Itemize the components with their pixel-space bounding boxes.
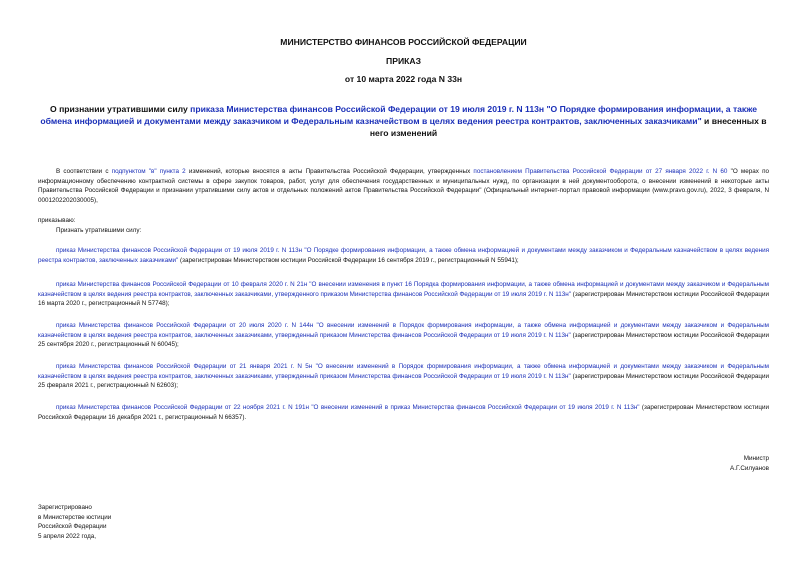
registration-line: Российской Федерации — [38, 523, 107, 531]
ministry-heading: МИНИСТЕРСТВО ФИНАНСОВ РОССИЙСКОЙ ФЕДЕРАЦИИ — [280, 37, 527, 47]
list-item — [38, 321, 769, 350]
registration-block — [38, 503, 111, 541]
item-text: (зарегистрирован Министерством юстиции Российской Федерации 16 сентября 2019 г., регистрационный N 55941); — [178, 256, 519, 264]
doc-type-heading: ПРИКАЗ — [386, 56, 421, 66]
list-item — [38, 403, 769, 422]
list-item — [38, 362, 769, 391]
item-link[interactable]: приказ Министерства финансов Российской Федерации от 20 июля 2020 г. N 144н "О внесении изменений в Порядок формирования информации, а также обмена информацией и документами между заказчиком и Федеральным казначейством в целях ведения реестра контрактов, заключенных заказчиками, утвержденный приказом Министерства финансов Российской Федерации от 19 июля 2019 г. N 113н" — [38, 322, 769, 339]
item-link[interactable]: приказ Министерства финансов Российской Федерации от 10 февраля 2020 г. N 21н "О внесении изменения в пункт 16 Порядка формирования информации, а также обмена информацией и документами между заказчиком и Федеральным казначейством в целях ведения реестра контрактов, заключенных заказчиками, утвержденного приказом Министерства финансов Российской Федерации от 19 июля 2019 г. N 113н" — [38, 281, 769, 298]
item-link[interactable]: приказ Министерства финансов Российской Федерации от 19 июля 2019 г. N 113н "О Порядке формирования информации, а также обмена информацией и документами между заказчиком и Федеральным казначейством в целях ведения реестра контрактов, заключенных заказчиками" — [38, 247, 769, 264]
document-title — [40, 103, 767, 139]
preamble-link-2[interactable]: постановлением Правительства Российской Федерации от 27 января 2022 г. N 60 — [473, 168, 728, 175]
item-link[interactable]: приказ Министерства финансов Российской Федерации от 22 ноября 2021 г. N 191н "О внесении изменений в приказ Министерства финансов Российской Федерации от 19 июля 2019 г. N 113н" — [56, 404, 640, 411]
signatory-position: Министр — [743, 455, 769, 462]
item-text: (зарегистрирован Министерством юстиции Российской Федерации 16 декабря 2021 г., регистрационный N 66357). — [38, 404, 769, 421]
preamble-paragraph — [38, 167, 769, 205]
item-text: (зарегистрирован Министерством юстиции Российской Федерации 25 сентября 2020 г., регистрационный N 60045); — [38, 331, 769, 349]
preamble-text-2: изменений, которые вносятся в акты Правительства Российской Федерации, утвержденных — [185, 168, 474, 175]
registration-line: в Министерстве юстиции — [38, 513, 112, 521]
item-text: (зарегистрирован Министерством юстиции Российской Федерации 16 марта 2020 г., регистрационный N 57748); — [38, 290, 769, 308]
preamble-link-1[interactable]: подпунктом "в" пункта 2 — [111, 168, 186, 175]
preamble-text-1: В соответствии с — [56, 168, 112, 175]
list-item — [38, 246, 769, 265]
item-link[interactable]: приказ Министерства финансов Российской Федерации от 21 января 2021 г. N 5н "О внесении изменений в Порядок формирования информации, а также обмена информацией и документами между заказчиком и Федеральным казначейством в целях ведения реестра контрактов, заключенных заказчиками, утвержденный приказом Министерства финансов Российской Федерации от 19 июля 2019 г. N 113н" — [38, 363, 769, 380]
signatory-name: А.Г.Силуанов — [730, 465, 769, 472]
registration-line: 5 апреля 2022 года, — [38, 532, 96, 540]
declare-text: Признать утратившими силу: — [56, 227, 142, 234]
item-text: (зарегистрирован Министерством юстиции Российской Федерации 25 февраля 2021 г., регистрационный N 62603); — [38, 372, 769, 390]
title-suffix: и внесенных в него изменений — [369, 116, 767, 138]
registration-line: Зарегистрировано — [38, 504, 92, 511]
title-prefix: О признании утратившими силу — [50, 104, 191, 114]
preamble-text-3: "О мерах по информационному обеспечению контрактной системы в сфере закупок товаров, работ, услуг для обеспечения государственных и муниципальных нужд, по организации в ней документооборота, о внесении изменений в некоторые акты Правительства Российской Федерации и признании утратившими силу актов и отдельных положений актов Правительства Российской Федерации" (Официальный интернет-портал правовой информации (www.pravo.gov.ru), 2022, 3 февраля, N 0001202202030005), — [38, 168, 769, 204]
title-link[interactable]: приказа Министерства финансов Российской Федерации от 19 июля 2019 г. N 113н "О Порядке формирования информации, а также обмена информацией и документами между заказчиком и Федеральным казначейством в целях ведения реестра контрактов, заключенных заказчиками" — [40, 104, 757, 126]
order-word: приказываю: — [38, 217, 76, 224]
doc-date-number: от 10 марта 2022 года N 33н — [344, 74, 463, 84]
list-item — [38, 280, 769, 309]
